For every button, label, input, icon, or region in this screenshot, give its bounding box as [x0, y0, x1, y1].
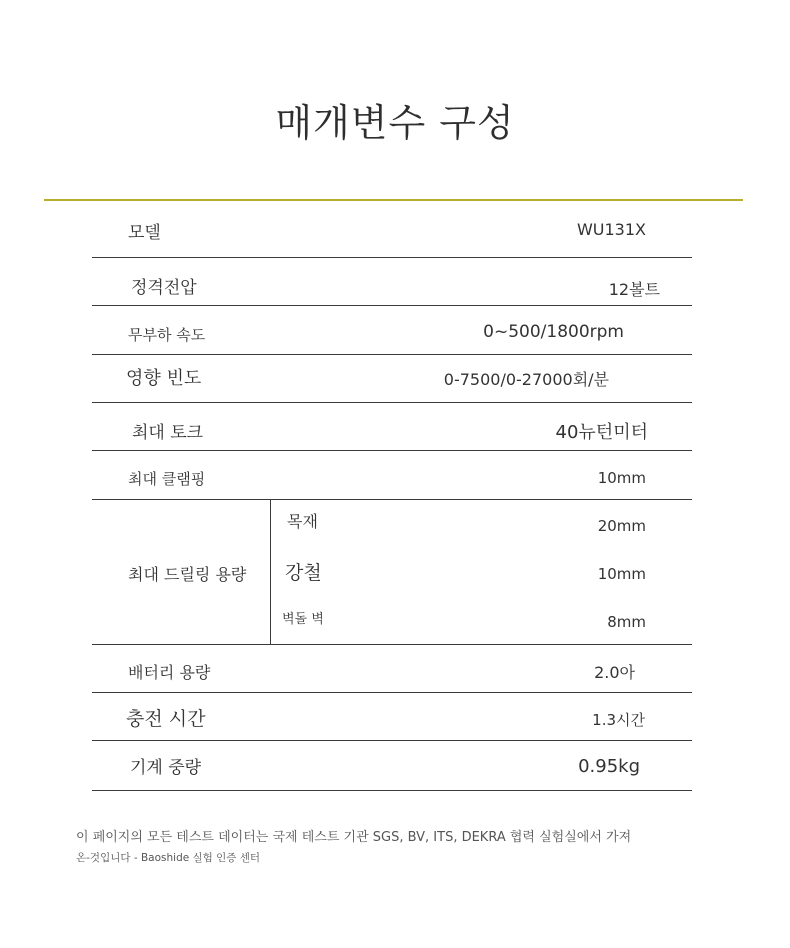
row-value: 2.0아: [594, 663, 635, 682]
row-divider: [92, 644, 692, 645]
row-divider: [92, 305, 692, 306]
row-label: 기계 중량: [130, 758, 202, 778]
sub-row-label: 강철: [285, 562, 322, 584]
row-value: WU131X: [576, 220, 646, 239]
sub-row-value: 20mm: [597, 517, 646, 535]
sub-row-label: 벽돌 벽: [282, 612, 324, 627]
row-label: 모델: [128, 223, 161, 243]
row-value: 1.3시간: [592, 711, 645, 729]
row-divider: [92, 402, 692, 403]
row-label: 영향 빈도: [126, 368, 202, 389]
column-divider: [270, 499, 271, 644]
title-divider: [44, 199, 743, 201]
row-value: 40뉴턴미터: [555, 422, 648, 443]
row-label: 배터리 용량: [128, 663, 211, 682]
row-label: 최대 토크: [132, 423, 204, 443]
sub-row-value: 10mm: [597, 565, 646, 583]
row-label: 정격전압: [131, 278, 197, 298]
row-divider: [92, 499, 692, 500]
page-title: 매개변수 구성: [275, 101, 515, 145]
sub-row-value: 8mm: [607, 613, 646, 631]
row-value: 10mm: [597, 469, 646, 487]
row-value: 12볼트: [608, 280, 660, 299]
row-value: 0-7500/0-27000회/분: [443, 370, 609, 389]
row-divider: [92, 450, 692, 451]
row-value: 0.95kg: [578, 756, 640, 777]
row-divider: [92, 257, 692, 258]
row-label: 무부하 속도: [128, 326, 206, 344]
row-label: 최대 드릴링 용량: [128, 565, 247, 584]
footnote-line-2: 온-것입니다 - Baoshide 실험 인증 센터: [76, 852, 261, 864]
sub-row-label: 목재: [287, 512, 318, 531]
row-label: 충전 시간: [126, 708, 206, 730]
row-divider: [92, 790, 692, 791]
row-value: 0~500/1800rpm: [483, 322, 624, 342]
row-divider: [92, 740, 692, 741]
row-label: 최대 클램핑: [128, 470, 206, 488]
footnote: [76, 827, 736, 869]
row-divider: [92, 354, 692, 355]
footnote-line-1: 이 페이지의 모든 테스트 데이터는 국제 테스트 기관 SGS, BV, ITS, DEKRA 협력 실험실에서 가져: [76, 830, 632, 845]
row-divider: [92, 692, 692, 693]
